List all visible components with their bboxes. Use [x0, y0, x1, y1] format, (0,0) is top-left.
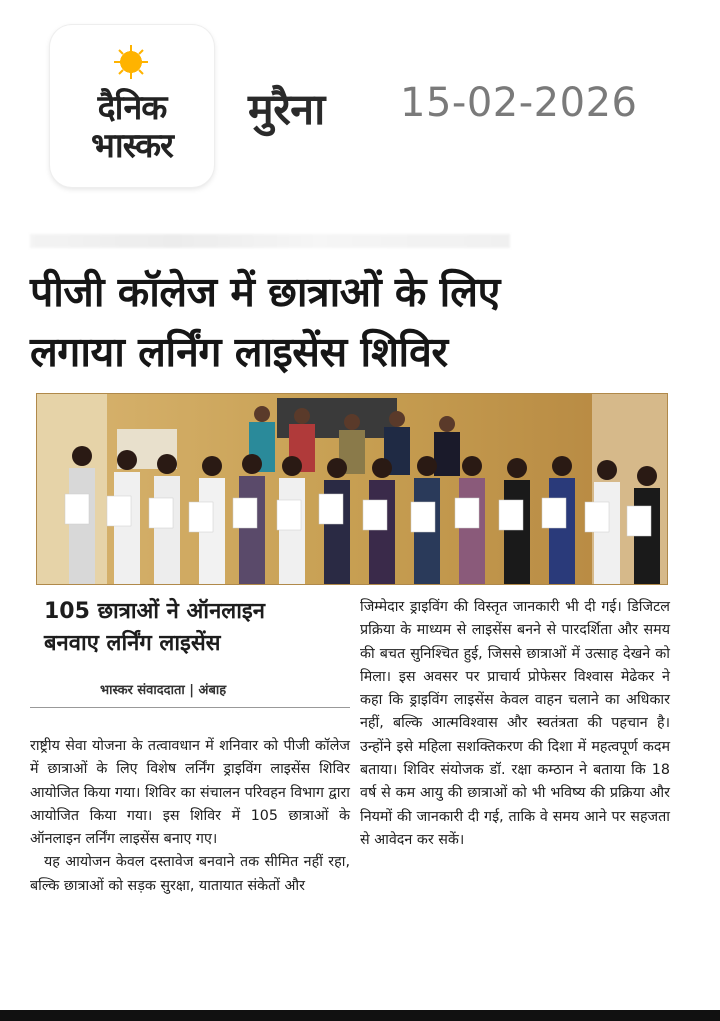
article-headline [30, 262, 670, 382]
logo-wordmark [50, 89, 214, 165]
subhead-line-1: 105 छात्राओं ने ऑनलाइन [44, 599, 265, 624]
edition-city: मुरैना [248, 85, 325, 135]
article-body-left [30, 735, 350, 898]
headline-line-1: पीजी कॉलेज में छात्राओं के लिए [30, 268, 500, 316]
article-byline: भास्कर संवाददाता | अंबाह [100, 683, 227, 698]
byline-divider [30, 707, 350, 708]
bottom-bar [0, 1010, 720, 1021]
logo-line-1: दैनिक [97, 88, 167, 128]
newspaper-logo [50, 25, 214, 187]
headline-line-2: लगाया लर्निंग लाइसेंस शिविर [30, 328, 448, 376]
group-photo-illustration [37, 394, 667, 584]
body-paragraph-2: यह आयोजन केवल दस्तावेज बनवाने तक सीमित नहीं रहा, बल्कि छात्राओं को सड़क सुरक्षा, यातायात संकेतों और [30, 854, 350, 894]
logo-line-2: भास्कर [91, 126, 173, 166]
body-paragraph-1: राष्ट्रीय सेवा योजना के तत्वावधान में शनिवार को पीजी कॉलेज में छात्राओं के लिए विशेष लर्निंग ड्राइविंग लाइसेंस शिविर आयोजित किया गया। शिविर का संचालन परिवहन विभाग द्वारा आयोजित किया गया। इस शिविर में 105 छात्राओं के ऑनलाइन लर्निंग लाइसेंस बनाए गए। [30, 738, 350, 848]
edition-date: 15-02-2026 [400, 80, 638, 126]
subhead-block [30, 596, 352, 660]
article-photo [36, 393, 668, 585]
body-paragraph-3: जिम्मेदार ड्राइविंग की विस्तृत जानकारी भी दी गई। डिजिटल प्रक्रिया के माध्यम से लाइसेंस बनने से पारदर्शिता और समय की बचत सुनिश्चित हुई, जिससे छात्राओं में उत्साह देखने को मिला। इस अवसर पर प्राचार्य प्रोफेसर विश्वास मेढेकर ने कहा कि ड्राइविंग लाइसेंस केवल वाहन चलाने का अधिकार नहीं, बल्कि आत्मविश्वास और स्वतंत्रता की पहचान है। उन्होंने इसे महिला सशक्तिकरण की दिशा में महत्वपूर्ण कदम बताया। शिविर संयोजक डॉ. रक्षा कम्ठान ने बताया कि 18 वर्ष से कम आयु की छात्राओं को भी भविष्य की प्रक्रिया और नियमों की जानकारी दी गई, ताकि वे समय आने पर सहजता से आवेदन कर सकें। [360, 599, 670, 848]
article-subhead [44, 596, 352, 660]
faint-text-strip [30, 234, 510, 248]
sun-icon [114, 45, 148, 79]
subhead-line-2: बनवाए लर्निंग लाइसेंस [44, 631, 221, 656]
article-body-right [360, 596, 670, 852]
